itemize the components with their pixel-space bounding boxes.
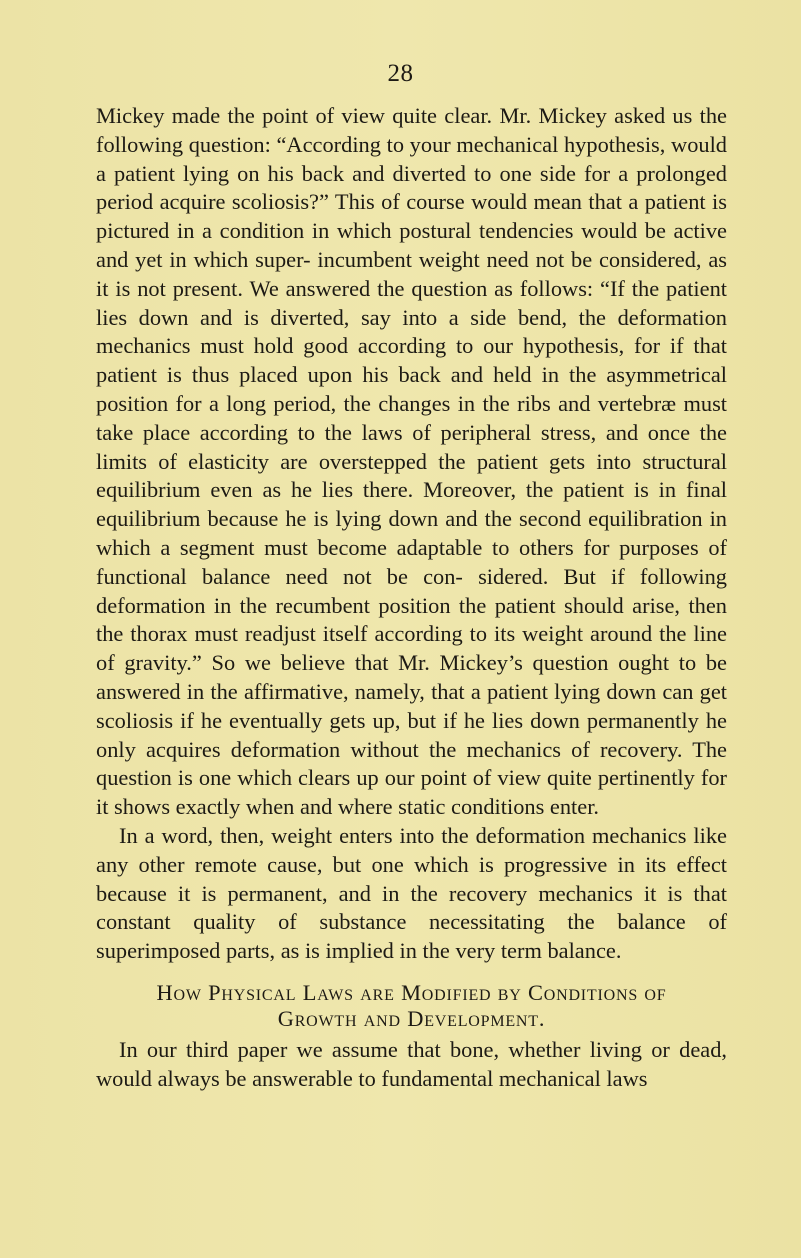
- section-heading-line-1: How Physical Laws are Modified by Conditions of: [156, 979, 667, 1005]
- paragraph-weight-deformation: In a word, then, weight enters into the deformation mechanics like any other remote cause, but one which is progressive in its effect because it is permanent, and in the recovery mechanics it is that constant quality of substance necessitating the balance of superimposed parts, as is implied in the very term balance.: [96, 822, 727, 964]
- paragraph-mickey-question: Mickey made the point of view quite clear. Mr. Mickey asked us the following question: “According to your mechanical hypothesis, would a patient lying on his back and diverted to one side for a prolonged period acquire scoliosis?” This of course would mean that a patient is pictured in a condition in which postural tendencies would be active and yet in which super- incumbent weight need not be considered, as it is not present. We answered the question as follows: “If the patient lies down and is diverted, say into a side bend, the deformation mechanics must hold good according to our hypothesis, for if that patient is thus placed upon his back and held in the asymmetrical position for a long period, the changes in the ribs and vertebræ must take place according to the laws of peripheral stress, and once the limits of elasticity are overstepped the patient gets into structural equilibrium even as he lies there. Moreover, the patient is in final equilibrium because he is lying down and the second equilibration in which a segment must become adaptable to others for purposes of functional balance need not be con- sidered. But if following deformation in the recumbent position the patient should arise, then the thorax must readjust itself according to its weight around the line of gravity.” So we believe that Mr. Mickey’s question ought to be answered in the affirmative, namely, that a patient lying down can get scoliosis if he eventually gets up, but if he lies down permanently he only acquires deformation without the mechanics of recovery. The question is one which clears up our point of view quite pertinently for it shows exactly when and where static conditions enter.: [96, 103, 727, 820]
- paragraph-third-paper: In our third paper we assume that bone, whether living or dead, would always be answerable to fundamental mechanical laws: [96, 1036, 727, 1091]
- body-text: [96, 102, 727, 1094]
- section-heading-line-2: Growth and Development.: [277, 1005, 546, 1031]
- section-heading: [96, 980, 727, 1032]
- page-number: 28: [387, 60, 414, 87]
